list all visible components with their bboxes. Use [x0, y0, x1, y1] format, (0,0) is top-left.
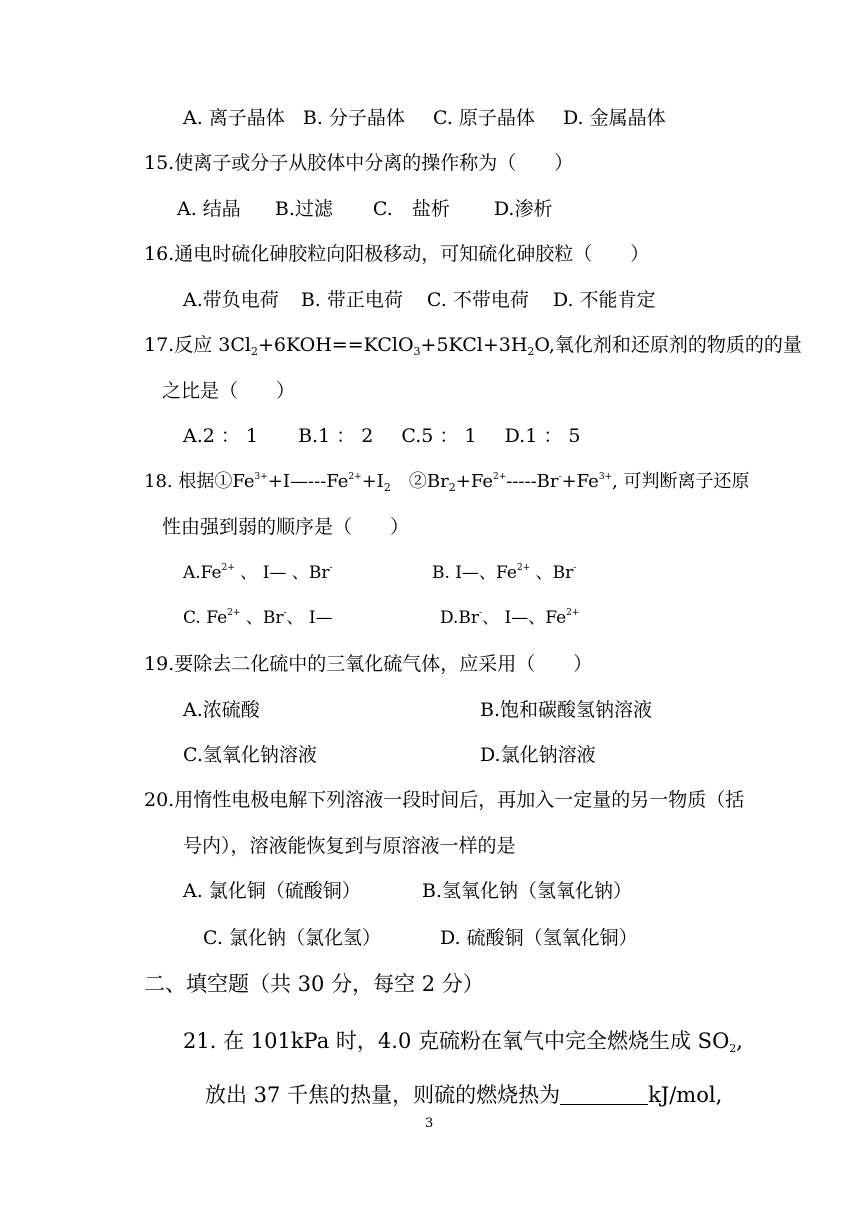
q18-text-f: ②Br — [390, 471, 449, 492]
q18-opt-c-sup-2: - — [283, 608, 287, 618]
q17-sub-1: 2 — [250, 345, 258, 358]
q20-option-b: B.氢氧化钠（氢氧化钠） — [422, 880, 633, 902]
q18-option-a — [183, 561, 333, 585]
q18-opt-a-1: A.Fe — [183, 563, 222, 583]
q18-sup-2: 2+ — [348, 472, 362, 482]
q18-opt-c-1: C. Fe — [183, 608, 228, 628]
q18-opt-d-2: 、 I — [482, 608, 512, 628]
q17-stem-prefix: 17.反应 3Cl — [144, 334, 251, 356]
q18-opt-a-sup-1: 2+ — [221, 563, 235, 573]
q19-option-b: B.饱和碳酸氢钠溶液 — [480, 699, 653, 721]
q18-text-c: — — [290, 471, 308, 492]
q16-stem: 16.通电时硫化砷胶粒向阳极移动，可知硫化砷胶粒（ ） — [144, 243, 650, 265]
q15-options — [177, 197, 552, 221]
q17-option-a: A.2 ： 1 — [183, 425, 259, 447]
q20-stem-line2: 号内），溶液能恢复到与原溶液一样的是 — [183, 835, 516, 857]
q15-option-d: D.渗析 — [493, 198, 553, 220]
q19-option-c: C.氢氧化钠溶液 — [183, 744, 317, 766]
q17-stem-line2: 之比是（ ） — [162, 380, 296, 402]
q18-opt-a-sup-2: - — [329, 563, 333, 573]
q20-stem-line1: 20.用惰性电极电解下列溶液一段时间后，再加入一定量的另一物质（括 — [144, 789, 745, 811]
q17-sub-2: 3 — [413, 345, 421, 358]
q20-option-d: D. 硫酸铜（氢氧化铜） — [440, 927, 638, 949]
q14-option-b: B. 分子晶体 — [302, 107, 405, 129]
section-2-title: 二、填空题（共 30 分，每空 2 分） — [144, 972, 484, 996]
q16-option-a: A.带负电荷 — [183, 289, 279, 311]
q19-option-d: D.氯化钠溶液 — [480, 744, 596, 766]
q18-sup-1: 3+ — [254, 472, 268, 482]
q18-sup-4: - — [558, 472, 562, 482]
q21-line2-unit: kJ/mol, — [648, 1083, 723, 1107]
q15-option-b: B.过滤 — [274, 198, 333, 220]
q18-sub-2: 2 — [448, 481, 456, 494]
q18-opt-b-2: — — [462, 563, 480, 583]
q17-option-d: D.1 ： 5 — [504, 425, 581, 447]
q18-text-e: +I — [361, 471, 384, 492]
q18-opt-c-2: 、Br — [240, 608, 284, 628]
q18-opt-d-4: 、Fe — [528, 608, 567, 628]
q16-option-d: D. 不能肯定 — [552, 289, 656, 311]
q18-opt-b-1: B. I — [432, 563, 463, 583]
q18-opt-b-3: 、Fe — [479, 563, 517, 583]
q21-line1-sub: 2 — [729, 1042, 737, 1055]
q17-option-c: C.5 ： 1 — [401, 425, 477, 447]
q21-line2 — [205, 1081, 722, 1109]
q16-option-b: B. 带正电荷 — [300, 289, 403, 311]
page-number: 3 — [425, 1116, 434, 1131]
q20-option-c: C. 氯化钠（氯化氢） — [203, 927, 381, 949]
q16-options — [183, 288, 656, 312]
q16-option-c: C. 不带电荷 — [426, 289, 529, 311]
q21-line1-text: 21. 在 101kPa 时，4.0 克硫粉在氧气中完全燃烧生成 SO — [183, 1029, 730, 1053]
q18-opt-a-4: 、Br — [286, 563, 330, 583]
q14-option-a: A. 离子晶体 — [183, 107, 285, 129]
q18-opt-b-4: 、Br — [530, 563, 574, 583]
q15-stem: 15.使离子或分子从胶体中分离的操作称为（ ） — [144, 152, 574, 174]
q18-opt-d-sup-2: 2+ — [566, 608, 580, 618]
q18-text-i: +Fe — [561, 471, 599, 492]
q18-opt-b-sup-1: 2+ — [516, 563, 531, 573]
q18-opt-c-4: — — [315, 608, 333, 628]
q14-options — [183, 106, 666, 130]
q18-sup-3: 2+ — [492, 472, 507, 482]
q17-stem-suffix: O,氧化剂和还原剂的物质的的量 — [534, 334, 802, 356]
q18-opt-b-sup-2: - — [573, 563, 577, 573]
q18-opt-a-3: — — [269, 563, 287, 583]
q19-option-a: A.浓硫酸 — [183, 699, 260, 721]
q18-opt-d-sup-1: - — [479, 608, 483, 618]
q17-option-b: B.1 ： 2 — [298, 425, 374, 447]
q19-stem: 19.要除去二化硫中的三氧化硫气体，应采用（ ） — [144, 653, 593, 675]
q15-option-a: A. 结晶 — [177, 198, 241, 220]
q18-text-b: +I — [267, 471, 290, 492]
q18-opt-a-2: 、 I — [234, 563, 270, 583]
q17-stem-mid-2: +5KCl+3H — [420, 334, 528, 356]
q17-options — [183, 424, 580, 448]
q18-stem-line2: 性由强到弱的顺序是（ ） — [162, 516, 410, 538]
q18-opt-d-3: — — [511, 608, 529, 628]
q18-option-d — [440, 606, 579, 630]
q14-option-d: D. 金属晶体 — [562, 107, 666, 129]
answer-blank[interactable] — [560, 1084, 648, 1105]
q18-sup-5: 3+ — [598, 472, 613, 482]
q17-stem-mid-1: +6KOH==KClO — [257, 334, 414, 356]
q17-sub-3: 2 — [527, 345, 535, 358]
q18-text-j: , 可判断离子还原 — [612, 471, 750, 492]
q18-opt-c-3: 、 I — [286, 608, 316, 628]
q18-sub-1: 2 — [383, 481, 391, 494]
q18-opt-d-1: D.Br — [440, 608, 480, 628]
q18-text-h: -----Br — [506, 471, 559, 492]
q18-text-d: ---Fe — [308, 471, 349, 492]
q15-option-c: C. 盐析 — [372, 198, 450, 220]
q18-stem — [144, 470, 750, 494]
q21-line2-text: 放出 37 千焦的热量，则硫的燃烧热为 — [205, 1083, 561, 1107]
q18-text-a: 18. 根据①Fe — [144, 471, 255, 492]
q21-line1-end: , — [736, 1029, 743, 1053]
q20-option-a: A. 氯化铜（硫酸铜） — [183, 880, 361, 902]
q18-option-c — [183, 606, 333, 630]
q18-opt-c-sup-1: 2+ — [227, 608, 241, 618]
q17-stem — [144, 333, 802, 357]
q18-option-b — [432, 561, 576, 585]
q18-text-g: +Fe — [455, 471, 493, 492]
q14-option-c: C. 原子晶体 — [432, 107, 535, 129]
q21-line1 — [183, 1027, 743, 1055]
